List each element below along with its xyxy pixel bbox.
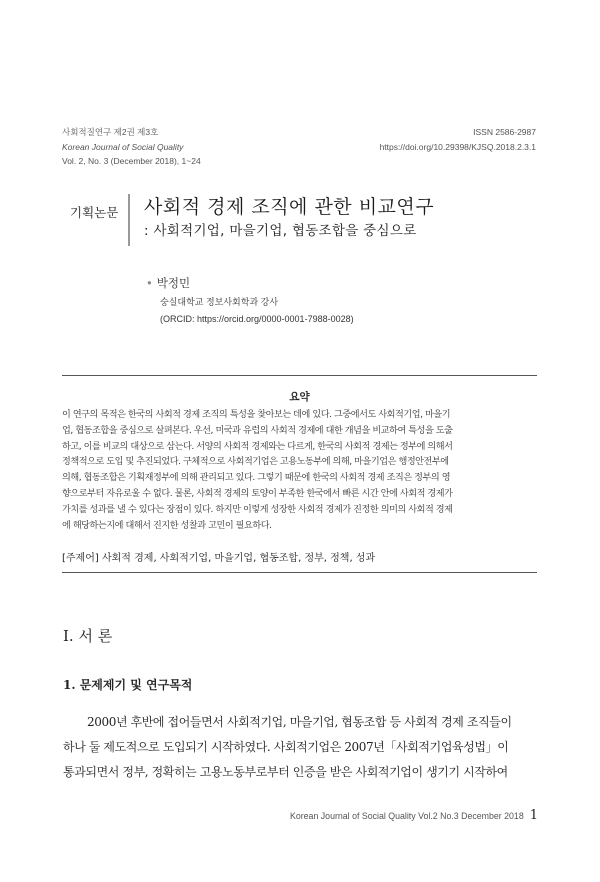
keywords: [주제어] 사회적 경제, 사회적기업, 마을기업, 협동조합, 정부, 정책, 성과 bbox=[62, 553, 376, 564]
journal-issue: Vol. 2, No. 3 (December 2018), 1~24 bbox=[62, 156, 201, 166]
author-bullet: • bbox=[146, 276, 153, 290]
abstract-heading: 요약 bbox=[289, 391, 310, 403]
running-header-right bbox=[380, 125, 536, 154]
abstract-line: 이 연구의 목적은 한국의 사회적 경제 조직의 특성을 찾아보는 데에 있다. 그중에서도 사회적기업, 마을기 bbox=[62, 410, 451, 420]
title-block bbox=[128, 194, 544, 246]
author-affiliation: 숭실대학교 정보사회학과 강사 bbox=[160, 297, 279, 307]
body-line: 통과되면서 정부, 정확히는 고용노동부로부터 인증을 받은 사회적기업이 생기기 시작하여 bbox=[63, 765, 508, 779]
author-name: 박정민 bbox=[156, 276, 191, 290]
abstract-line: 가치를 성과를 낼 수 있다는 장점이 있다. 하지만 이렇게 성장한 사회적 경제가 진정한 의미의 사회적 경제 bbox=[62, 504, 453, 515]
abstract-line: 향으로부터 자유로울 수 없다. 물론, 사회적 경제의 토양이 부족한 한국에서 빠른 시간 안에 사회적 경제가 bbox=[62, 488, 453, 499]
article-category: 기획논문 bbox=[70, 205, 119, 220]
abstract-top-rule bbox=[62, 375, 537, 376]
author-orcid[interactable]: (ORCID: https://orcid.org/0000-0001-7988-0028) bbox=[160, 314, 354, 324]
abstract-body bbox=[62, 408, 540, 534]
page-footer bbox=[290, 808, 538, 823]
article-subtitle: : 사회적기업, 마을기업, 협동조합을 중심으로 bbox=[144, 223, 417, 239]
section-heading: Ⅰ. 서 론 bbox=[63, 627, 113, 645]
body-line: 2000년 후반에 접어들면서 사회적기업, 마을기업, 협동조합 등 사회적 경제 조직들이 bbox=[87, 715, 512, 729]
issn: ISSN 2586-2987 bbox=[473, 127, 536, 137]
abstract-line: 의해, 협동조합은 기획재정부에 의해 관리되고 있다. 그렇기 때문에 한국의 사회적 경제 조직은 정부의 영 bbox=[62, 473, 451, 484]
abstract-line: 하고, 이를 비교의 대상으로 삼는다. 서양의 사회적 경제와는 다르게, 한국의 사회적 경제는 정부에 의해서 bbox=[62, 441, 453, 452]
page-number: 1 bbox=[529, 808, 538, 823]
footer-journal: Korean Journal of Social Quality Vol.2 No.3 December 2018 bbox=[289, 811, 524, 821]
journal-english-name: Korean Journal of Social Quality bbox=[62, 141, 184, 152]
author-affiliation-block bbox=[160, 294, 354, 328]
article-title: 사회적 경제 조직에 관한 비교연구 bbox=[144, 196, 435, 218]
abstract-line: 정책적으로 도입 및 추진되었다. 구체적으로 사회적기업은 고용노동부에 의해, 마을기업은 행정안전부에 bbox=[62, 457, 449, 468]
author bbox=[146, 275, 190, 291]
doi-link[interactable]: https://doi.org/10.29398/KJSQ.2018.2.3.1 bbox=[379, 141, 536, 152]
running-header-left bbox=[62, 125, 201, 169]
body-text bbox=[63, 710, 541, 785]
abstract-line: 에 해당하는지에 대해서 진지한 성찰과 고민이 필요하다. bbox=[62, 520, 272, 531]
journal-korean-name: 사회적질연구 제2권 제3호 bbox=[62, 127, 159, 137]
abstract-line: 업, 협동조합을 중심으로 살펴본다. 우선, 미국과 유럽의 사회적 경제에 대한 개념을 비교하여 특성을 도출 bbox=[62, 425, 453, 436]
body-line: 하나 둘 제도적으로 도입되기 시작하였다. 사회적기업은 2007년「사회적기업육성법」이 bbox=[63, 740, 509, 754]
subsection-heading: 1. 문제제기 및 연구목적 bbox=[63, 678, 193, 692]
abstract-bottom-rule bbox=[62, 572, 537, 573]
